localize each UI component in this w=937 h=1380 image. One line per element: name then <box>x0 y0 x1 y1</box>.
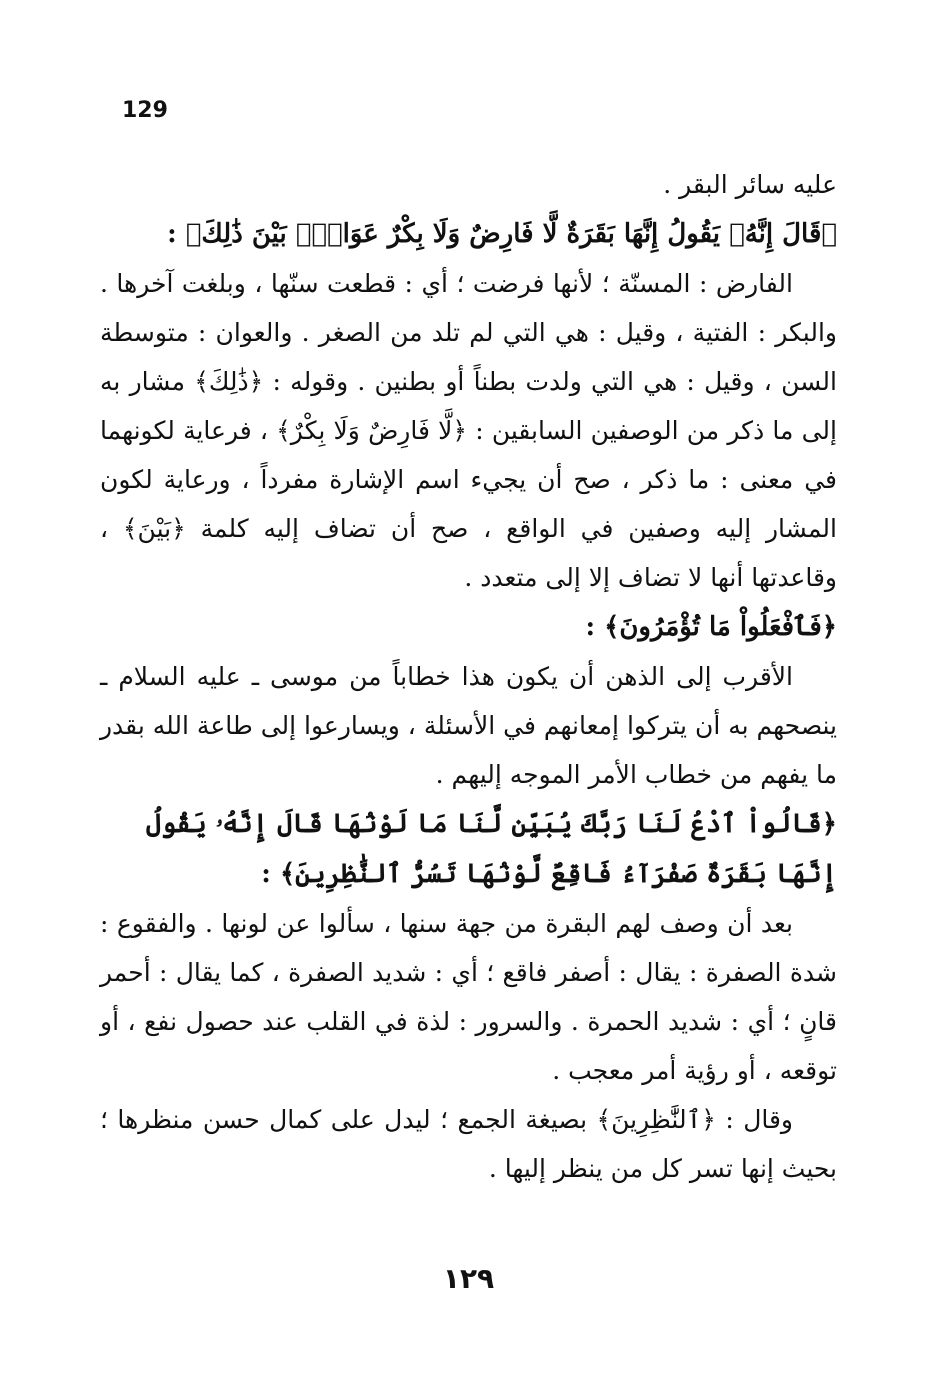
paragraph-commentary-1: الفارض : المسنّة ؛ لأنها فرضت ؛ أي : قطعت سنّها ، وبلغت آخرها . والبكر : الفتية ، وقيل : هي التي لم تلد من الصغر . والعوان : متوسطة السن ، وقيل : هي التي ولدت بطناً أو بطنين . وقوله : ﴿ذَٰلِكَ﴾ مشار به إلى ما ذكر من الوصفين السابقين : ﴿لَّا فَارِضٌ وَلَا بِكْرٌ﴾ ، فرعاية لكونهما في معنى : ما ذكر ، صح أن يجيء اسم الإشارة مفرداً ، ورعاية لكون المشار إليه وصفين في الواقع ، صح أن تضاف إليه كلمة ﴿بَيْنَ﴾ ، وقاعدتها أنها لا تضاف إلا إلى متعدد . <box>100 269 837 592</box>
paragraph-commentary-2: الأقرب إلى الذهن أن يكون هذا خطاباً من موسى ـ عليه السلام ـ ينصحهم به أن يتركوا إمعانهم في الأسئلة ، ويسارعوا إلى طاعة الله بقدر ما يفهم من خطاب الأمر الموجه إليهم . <box>99 662 837 789</box>
page-number-bottom: ١٢٩ <box>442 1262 495 1295</box>
quran-verse-2: ﴿فَٱفْعَلُواْ مَا تُؤْمَرُونَ﴾ : <box>585 612 837 642</box>
paragraph-intro: عليه سائر البقر . <box>663 170 837 199</box>
paragraph-commentary-3: بعد أن وصف لهم البقرة من جهة سنها ، سألوا عن لونها . والفقوع : شدة الصفرة : يقال : أصفر فاقع ؛ أي : شديد الصفرة ، كما يقال : أحمر قانٍ ؛ أي : شديد الحمرة . والسرور : لذة في القلب عند حصول نفع ، أو توقعه ، أو رؤية أمر معجب . <box>100 909 837 1085</box>
page-number-top: 129 <box>122 98 168 123</box>
page-body <box>100 160 837 1193</box>
quran-verse-1: ﴿قَالَ إِنَّهُۥ يَقُولُ إِنَّهَا بَقَرَةٌ لَّا فَارِضٌ وَلَا بِكْرٌ عَوَانٌۢ بَيْنَ ذَٰلِكَ﴾ : <box>167 219 837 249</box>
quran-verse-3: ﴿قَالُواْ ٱدْعُ لَنَا رَبَّكَ يُبَيِّن لَّنَا مَا لَوْنُهَا قَالَ إِنَّهُۥ يَقُولُ إِنَّهَا بَقَرَةٌ صَفْرَآءُ فَاقِعٌ لَّوْنُهَا تَسُرُّ ٱلنَّٰظِرِينَ﴾ : <box>145 809 837 889</box>
paragraph-commentary-4: وقال : ﴿ٱلنَّٰظِرِينَ﴾ بصيغة الجمع ؛ ليدل على كمال حسن منظرها ؛ بحيث إنها تسر كل من ينظر إليها . <box>100 1105 837 1183</box>
